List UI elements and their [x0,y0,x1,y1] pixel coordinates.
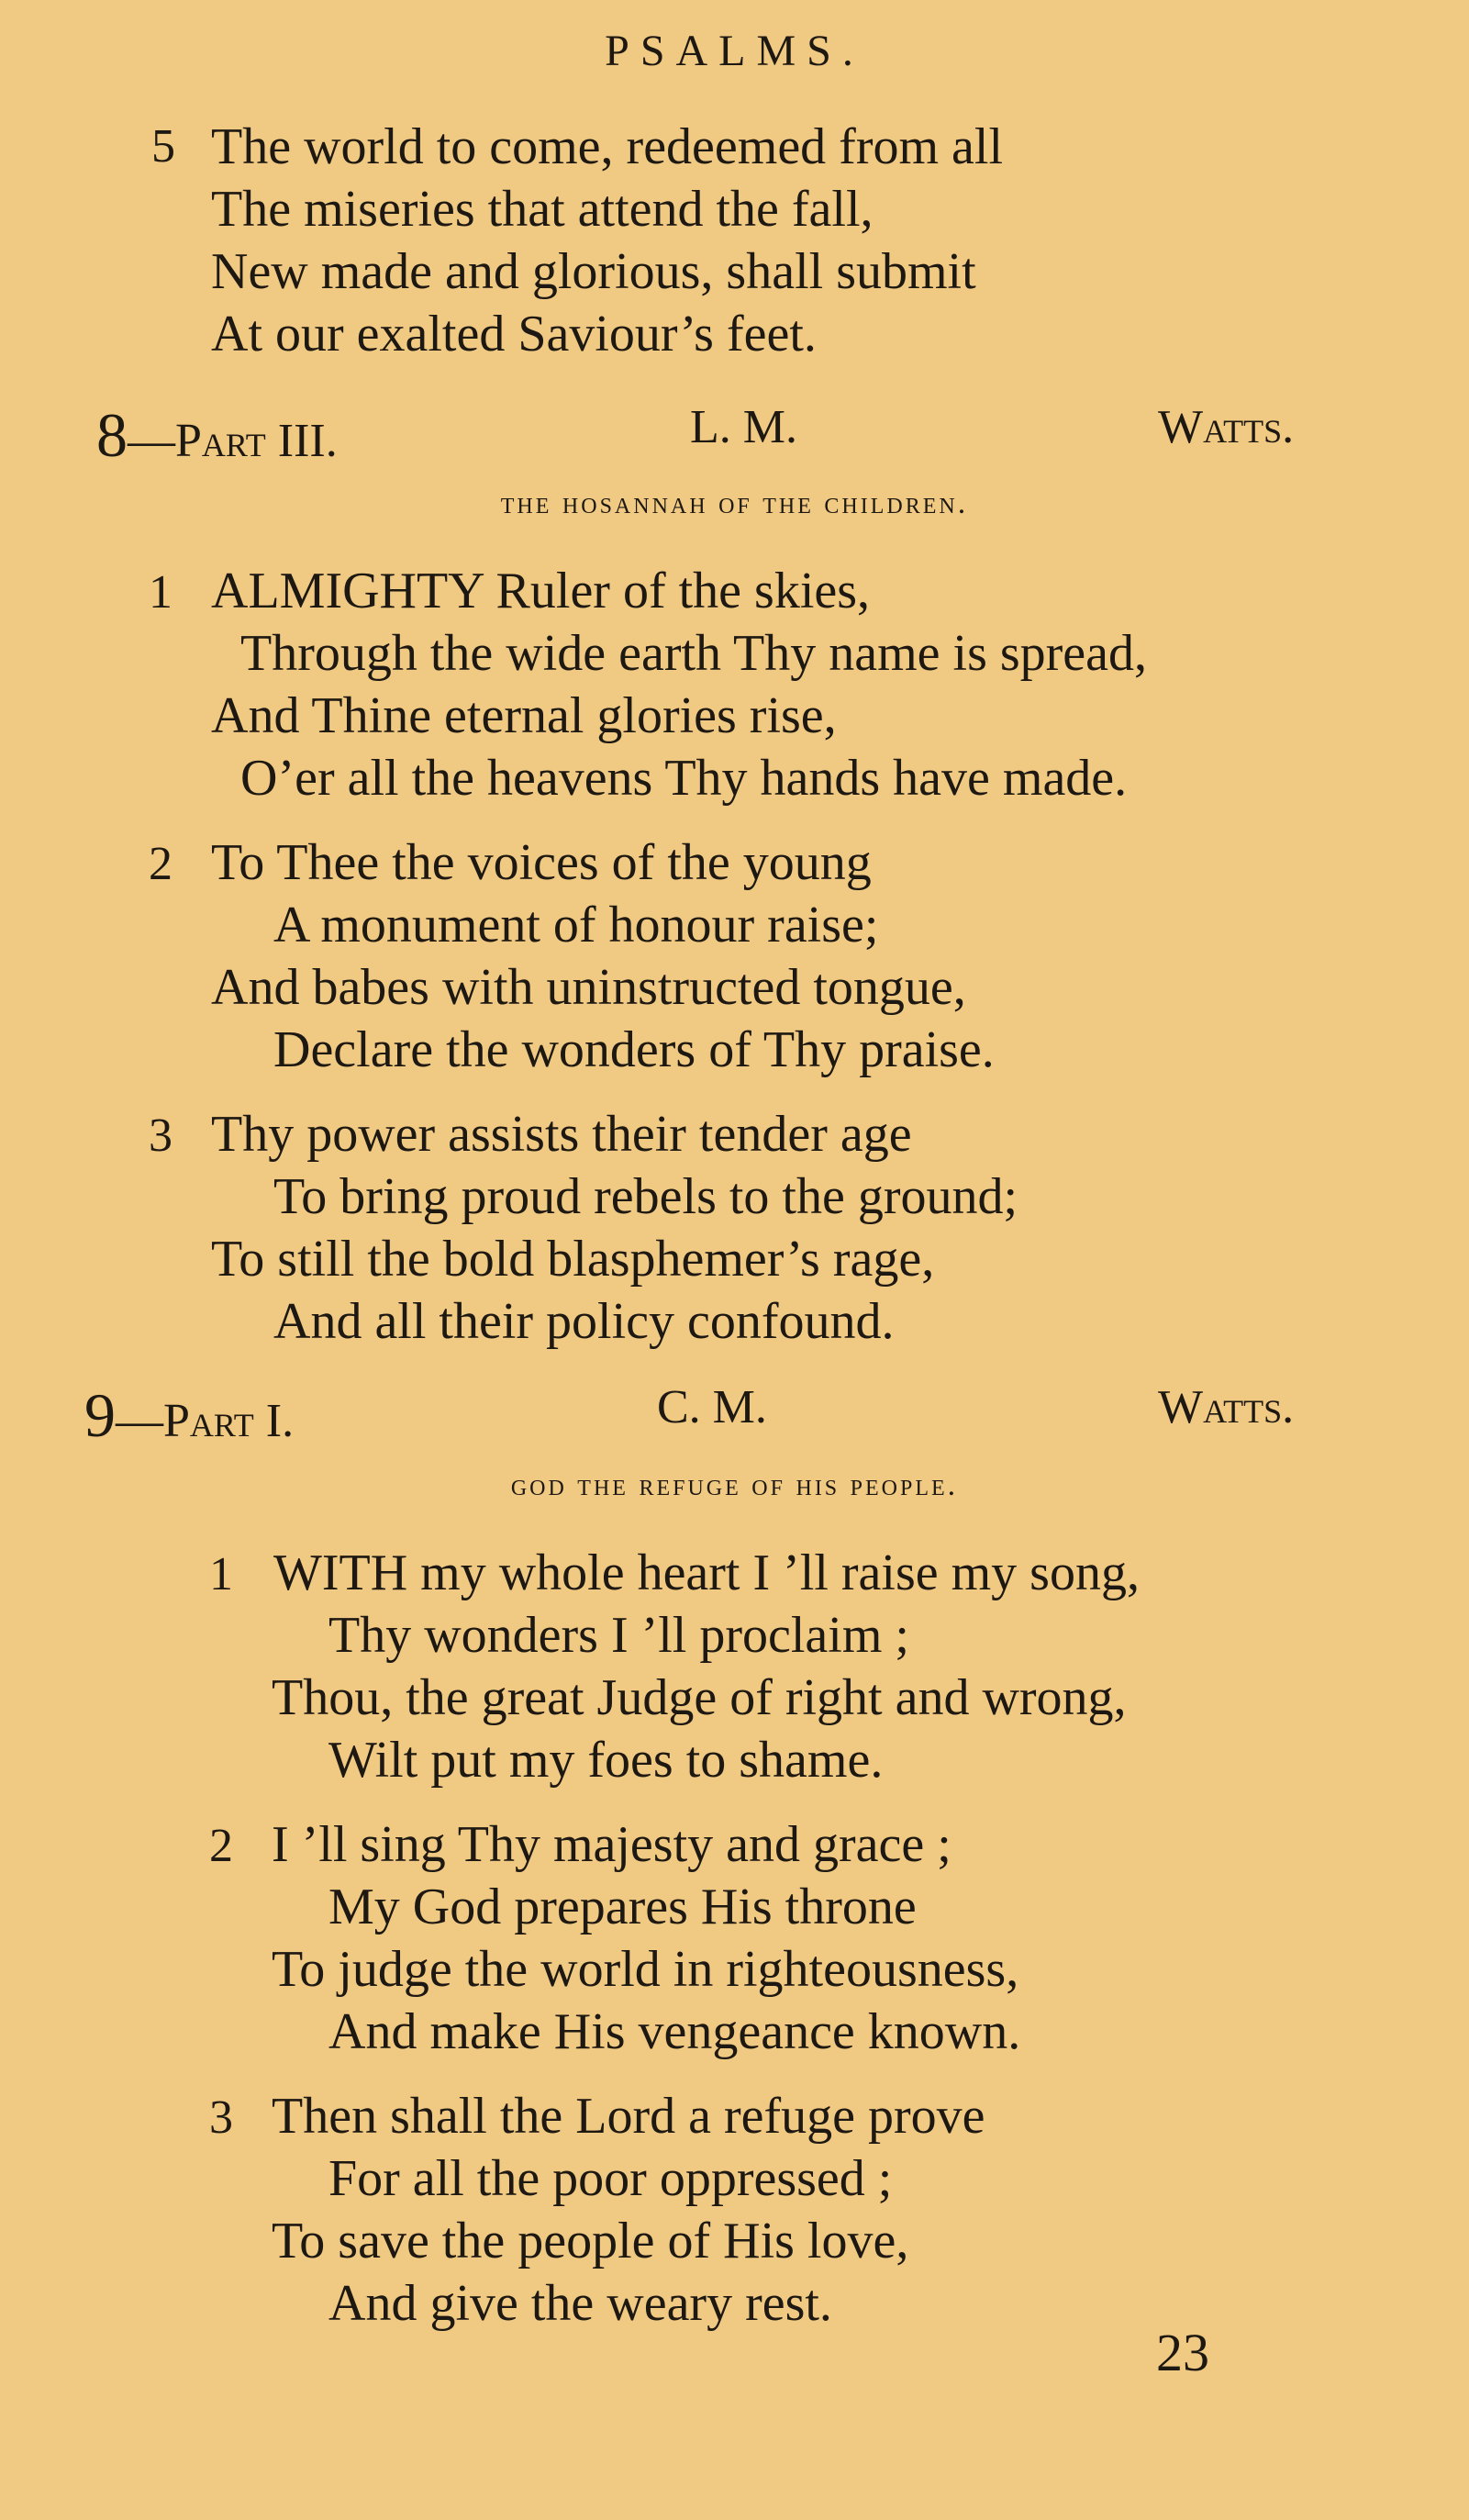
verse-line: A monument of honour raise; [273,897,879,953]
stanza-number: 5 [151,120,175,173]
stanza-number: 2 [149,838,172,890]
verse-line: To judge the world in righteousness, [272,1941,1019,1998]
hymn-header [84,1380,295,1450]
verse-line: My God prepares His throne [328,1879,917,1935]
verse-line: To still the bold blasphemer’s rage, [211,1231,935,1288]
hymn-subtitle: the hosannah of the children. [500,486,969,520]
hymn-subtitle: god the refuge of his people. [510,1468,959,1502]
hymn-part: Part I. [163,1395,295,1447]
stanza-number: 2 [209,1820,233,1872]
verse-line: Thy wonders I ’ll proclaim ; [328,1607,909,1664]
verse-line: WITH my whole heart I ’ll raise my song, [273,1544,1140,1601]
verse-line: To Thee the voices of the young [211,834,872,891]
verse-line: Wilt put my foes to shame. [328,1732,884,1789]
stanza-number: 1 [209,1548,233,1600]
stanza-number: 3 [149,1109,172,1162]
verse-line: And make His vengeance known. [328,2003,1021,2060]
running-head: PSALMS. [605,27,864,75]
verse-line: ALMIGHTY Ruler of the skies, [211,563,871,619]
verse-line: Then shall the Lord a refuge prove [272,2088,985,2145]
verse-line: O’er all the heavens Thy hands have made. [240,750,1128,807]
page-number: 23 [1156,2323,1209,2382]
hymn-author: Watts. [1158,401,1295,453]
verse-line: For all the poor oppressed ; [328,2150,893,2207]
verse-line: Thy power assists their tender age [211,1106,912,1163]
verse-line: Through the wide earth Thy name is spread, [240,625,1148,682]
stanza-number: 1 [149,566,172,619]
hymn-dash: — [116,1395,163,1447]
hymn-meter: L. M. [690,401,797,453]
verse-line: And all their policy confound. [273,1293,895,1350]
verse-line: New made and glorious, shall submit [211,243,976,300]
verse-line: And babes with uninstructed tongue, [211,959,966,1016]
verse-line: The world to come, redeemed from all [211,118,1003,175]
verse-line: And Thine eternal glories rise, [211,687,837,744]
hymn-dash: — [128,415,175,467]
verse-line: Declare the wonders of Thy praise. [273,1021,995,1078]
hymn-meter: C. M. [657,1381,767,1433]
verse-line: To save the people of His love, [272,2213,909,2269]
hymn-number: 8 [96,400,128,470]
hymn-part: Part III. [175,415,338,467]
verse-line: At our exalted Saviour’s feet. [211,306,817,362]
verse-line: And give the weary rest. [328,2275,832,2332]
hymn-number: 9 [84,1380,116,1450]
stanza-number: 3 [209,2091,233,2144]
verse-line: Thou, the great Judge of right and wrong, [272,1669,1127,1726]
verse-line: The miseries that attend the fall, [211,181,874,238]
hymn-header [96,400,338,470]
hymn-author: Watts. [1158,1381,1295,1433]
verse-line: To bring proud rebels to the ground; [273,1168,1018,1225]
verse-line: I ’ll sing Thy majesty and grace ; [272,1816,952,1873]
